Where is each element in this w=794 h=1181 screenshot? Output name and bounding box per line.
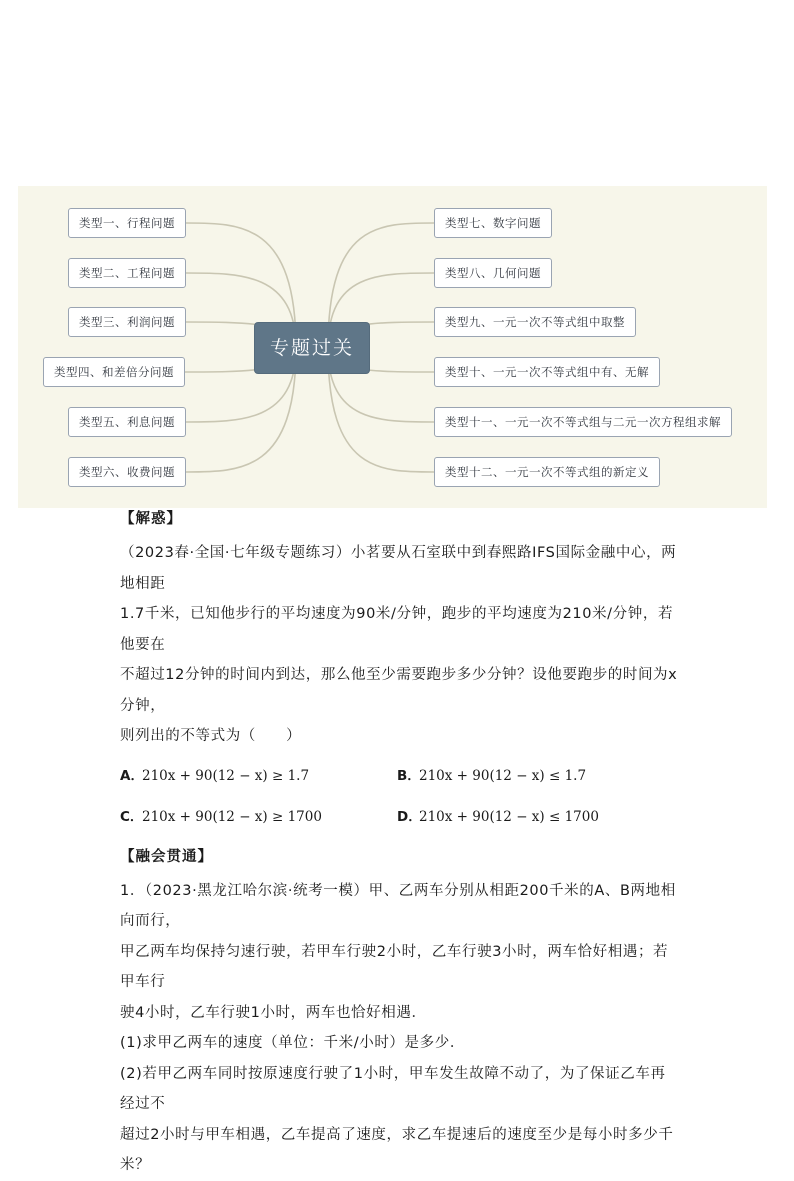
node-type-9: 类型九、一元一次不等式组中取整 [434, 307, 636, 337]
node-type-3: 类型三、利润问题 [68, 307, 186, 337]
problem-line: 1.7千米，已知他步行的平均速度为90米/分钟，跑步的平均速度为210米/分钟，若他要在 [120, 606, 674, 653]
option-expression: 210x + 90(12 − x) ≥ 1700 [142, 808, 322, 825]
exercise-1 [120, 876, 680, 1181]
option-label: B． [397, 767, 421, 784]
exercise-line: (1)求甲乙两车的速度（单位：千米/小时）是多少． [120, 1035, 465, 1051]
option-label: C． [120, 808, 144, 825]
section-heading-jiehuo: 【解惑】 [120, 511, 182, 527]
node-type-1: 类型一、行程问题 [68, 208, 186, 238]
exercise-line: 驶4小时，乙车行驶1小时，两车也恰好相遇． [120, 1004, 427, 1021]
option-label: D． [397, 808, 422, 825]
option-expression: 210x + 90(12 − x) ≤ 1700 [419, 808, 599, 825]
node-type-4: 类型四、和差倍分问题 [43, 357, 185, 387]
exercise-line: 1．（2023·黑龙江哈尔滨·统考一模）甲、乙两车分别从相距200千米的A、B两地相向而行， [120, 882, 676, 929]
option-expression: 210x + 90(12 − x) ≥ 1.7 [142, 767, 310, 784]
node-type-5: 类型五、利息问题 [68, 407, 186, 437]
option-b [397, 764, 586, 784]
node-type-2: 类型二、工程问题 [68, 258, 186, 288]
central-topic: 专题过关 [254, 322, 370, 374]
problem-line: （2023春·全国·七年级专题练习）小茗要从石室联中到春熙路IFS国际金融中心，两地相距 [120, 545, 677, 592]
problem-line: 不超过12分钟的时间内到达，那么他至少需要跑步多少分钟？设他要跑步的时间为x分钟， [120, 667, 678, 714]
problem-statement [120, 538, 680, 752]
problem-line: 则列出的不等式为（ ） [120, 728, 302, 744]
node-type-11: 类型十一、一元一次不等式组与二元一次方程组求解 [434, 407, 732, 437]
answer-options [120, 760, 680, 842]
option-d [397, 805, 599, 825]
option-c [120, 805, 322, 825]
document-body [120, 508, 680, 1181]
exercise-line: (2)若甲乙两车同时按原速度行驶了1小时，甲车发生故障不动了，为了保证乙车再经过不 [120, 1065, 666, 1112]
exercise-line: 超过2小时与甲车相遇，乙车提高了速度，求乙车提速后的速度至少是每小时多少千米？ [120, 1126, 674, 1173]
node-type-12: 类型十二、一元一次不等式组的新定义 [434, 457, 660, 487]
option-a [120, 764, 309, 784]
section-heading-ronghui: 【融会贯通】 [120, 848, 213, 865]
exercise-line: 甲乙两车均保持匀速行驶，若甲车行驶2小时，乙车行驶3小时，两车恰好相遇；若甲车行 [120, 943, 669, 990]
node-type-6: 类型六、收费问题 [68, 457, 186, 487]
option-expression: 210x + 90(12 − x) ≤ 1.7 [419, 767, 587, 784]
node-type-7: 类型七、数字问题 [434, 208, 552, 238]
mind-map [18, 186, 767, 508]
option-label: A． [120, 767, 144, 784]
node-type-8: 类型八、几何问题 [434, 258, 552, 288]
node-type-10: 类型十、一元一次不等式组中有、无解 [434, 357, 660, 387]
